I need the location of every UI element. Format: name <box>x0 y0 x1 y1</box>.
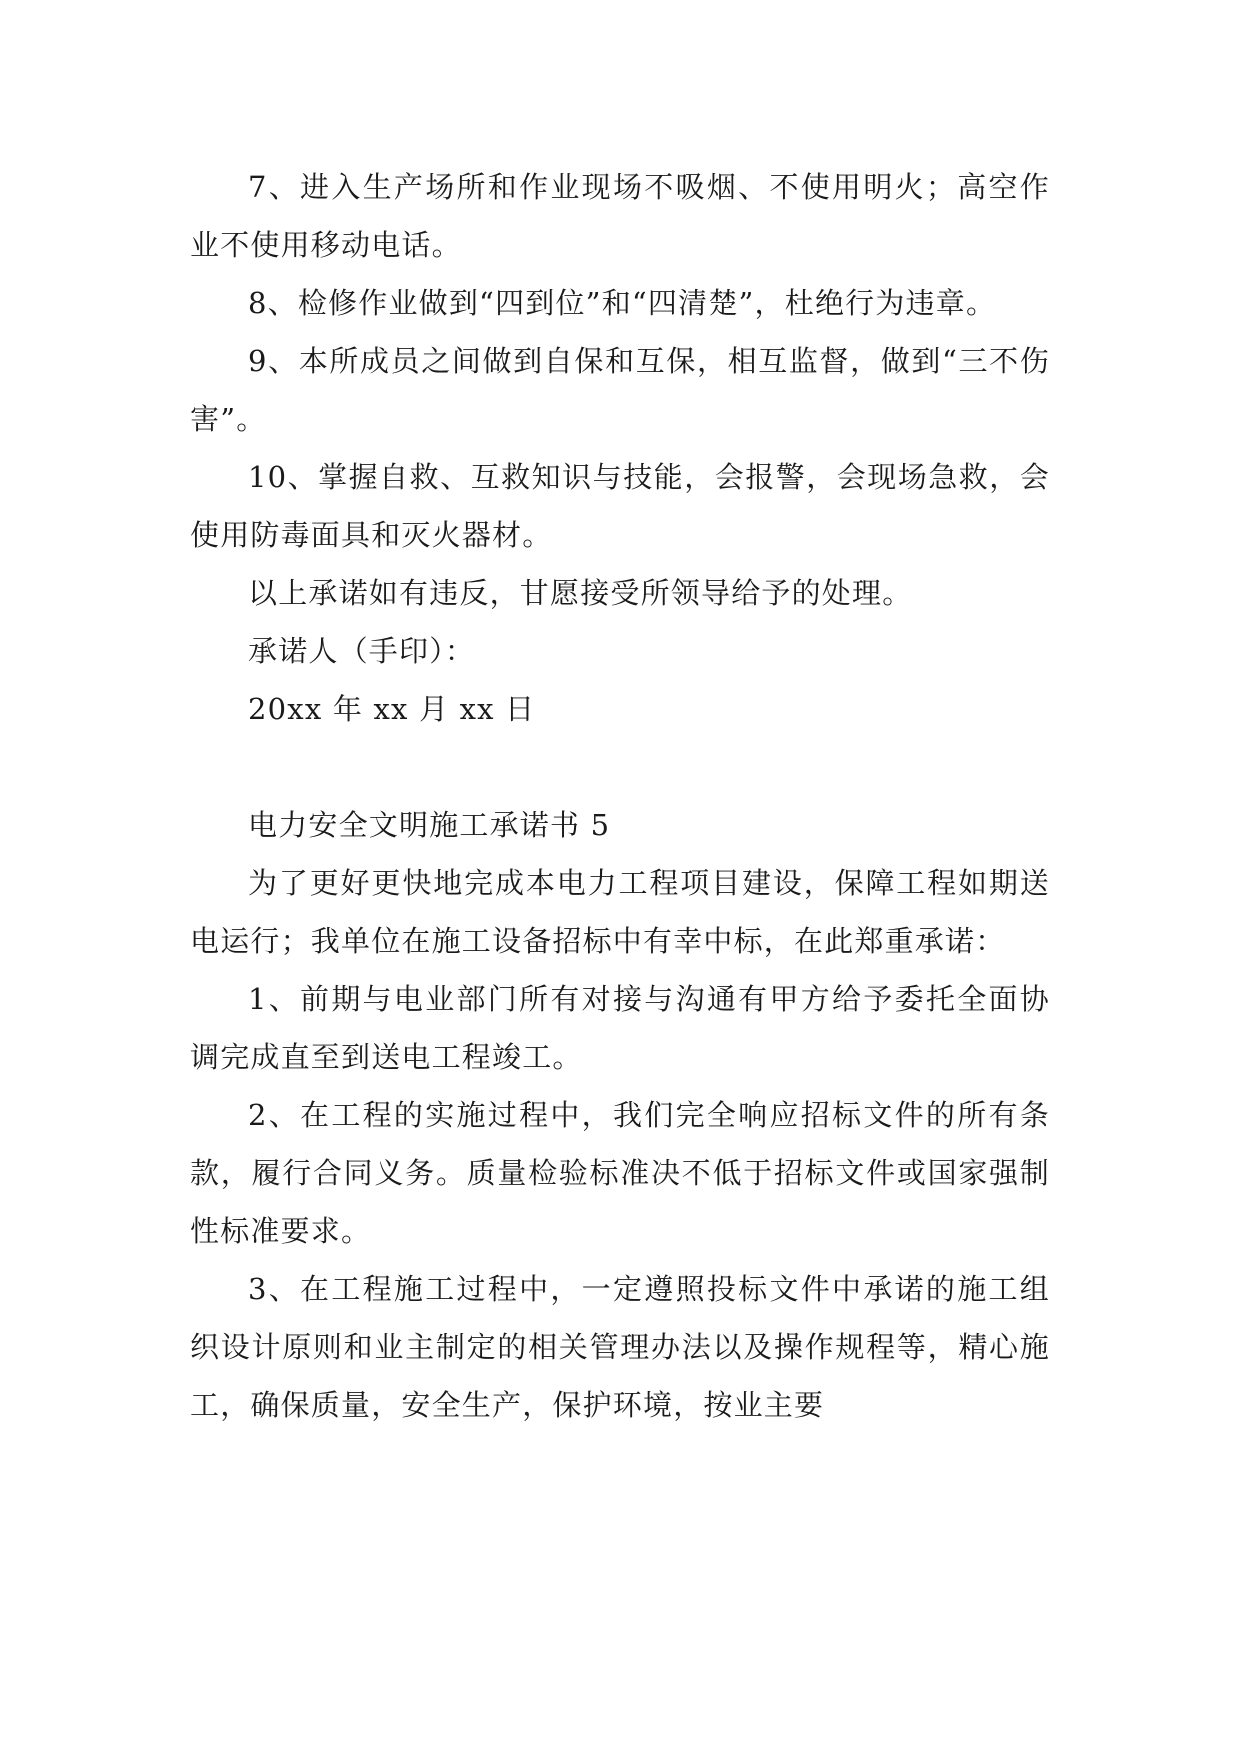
paragraph-violation-statement: 以上承诺如有违反，甘愿接受所领导给予的处理。 <box>248 576 913 610</box>
section-title: 电力安全文明施工承诺书 5 <box>248 808 611 842</box>
paragraph-item-10: 10、掌握自救、互救知识与技能，会报警，会现场急救，会使用防毒面具和灭火器材。 <box>190 460 1050 552</box>
paragraph-item-9: 9、本所成员之间做到自保和互保，相互监督，做到“三不伤害”。 <box>190 344 1050 436</box>
signature-line: 承诺人（手印）： <box>248 634 476 668</box>
paragraph-commitment-3: 3、在工程施工过程中，一定遵照投标文件中承诺的施工组织设计原则和业主制定的相关管理办法以及操作规程等，精心施工，确保质量，安全生产，保护环境，按业主要 <box>190 1272 1050 1422</box>
paragraph-item-7: 7、进入生产场所和作业现场不吸烟、不使用明火；高空作业不使用移动电话。 <box>190 170 1050 262</box>
paragraph-item-8: 8、检修作业做到“四到位”和“四清楚”，杜绝行为违章。 <box>248 286 997 320</box>
date-line: 20xx 年 xx 月 xx 日 <box>248 692 536 726</box>
paragraph-intro: 为了更好更快地完成本电力工程项目建设，保障工程如期送电运行；我单位在施工设备招标中有幸中标，在此郑重承诺： <box>190 866 1050 958</box>
document-page <box>190 158 1050 1434</box>
paragraph-commitment-2: 2、在工程的实施过程中，我们完全响应招标文件的所有条款，履行合同义务。质量检验标准决不低于招标文件或国家强制性标准要求。 <box>190 1098 1050 1248</box>
section-gap <box>190 738 1050 796</box>
paragraph-commitment-1: 1、前期与电业部门所有对接与沟通有甲方给予委托全面协调完成直至到送电工程竣工。 <box>190 982 1050 1074</box>
